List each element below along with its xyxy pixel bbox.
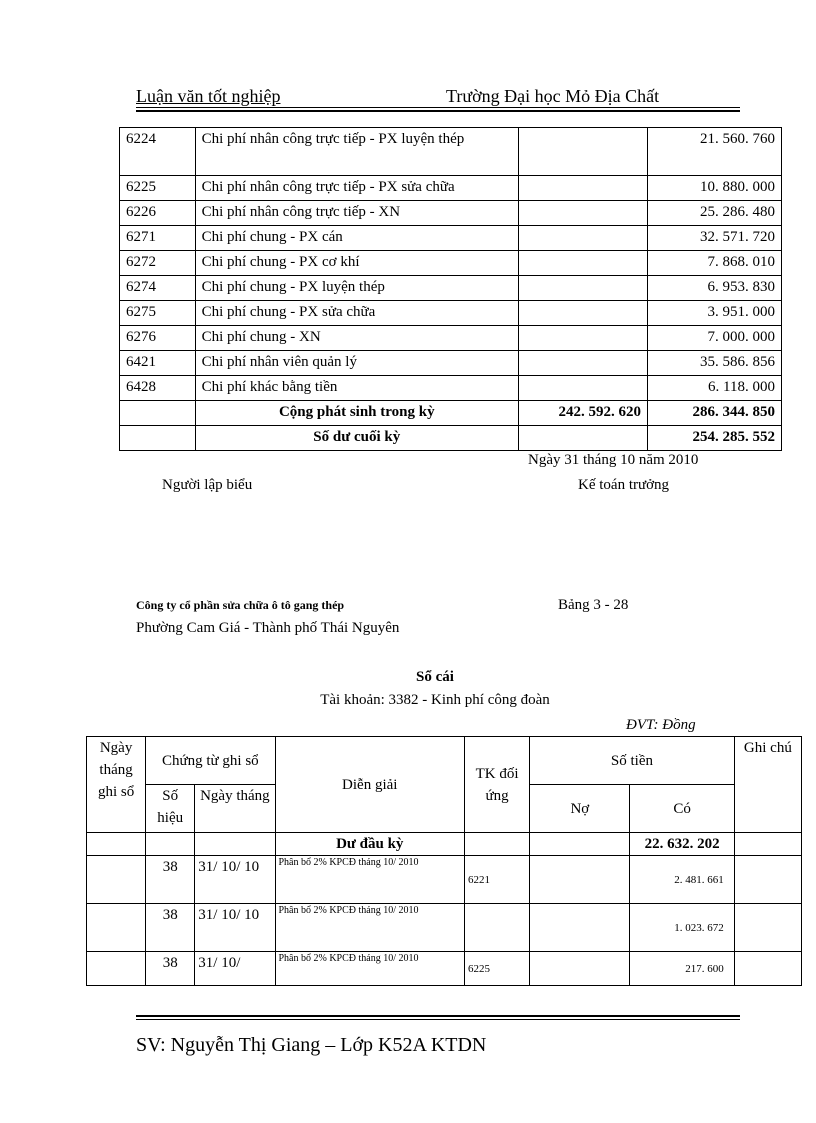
credit-amount: 2. 481. 661 bbox=[630, 856, 734, 904]
header-divider-thick bbox=[136, 110, 740, 112]
total-credit: 286. 344. 850 bbox=[647, 401, 781, 426]
table-row bbox=[120, 351, 782, 376]
company-name: Công ty cổ phần sửa chữa ô tô gang thép bbox=[136, 598, 345, 612]
table-row bbox=[120, 176, 782, 201]
table-row bbox=[87, 904, 802, 952]
credit-amount: 7. 868. 010 bbox=[647, 251, 781, 276]
account-code: 6276 bbox=[120, 326, 196, 351]
entry-description: Phân bổ 2% KPCĐ tháng 10/ 2010 bbox=[275, 952, 465, 986]
table-row bbox=[120, 251, 782, 276]
col-header-description: Diễn giải bbox=[275, 737, 465, 833]
empty-cell bbox=[120, 426, 196, 451]
header-divider bbox=[136, 107, 740, 108]
empty-cell bbox=[87, 904, 146, 952]
account-description: Chi phí nhân công trực tiếp - PX sửa chữa bbox=[195, 176, 518, 201]
table-row bbox=[120, 226, 782, 251]
chief-accountant-label: Kế toán trưởng bbox=[578, 477, 670, 493]
debit-amount bbox=[519, 351, 648, 376]
voucher-date: 31/ 10/ 10 bbox=[195, 904, 275, 952]
empty-cell bbox=[87, 833, 146, 856]
debit-amount bbox=[519, 226, 648, 251]
debit-amount bbox=[519, 176, 648, 201]
voucher-number: 38 bbox=[146, 856, 195, 904]
account-code: 6224 bbox=[120, 128, 196, 176]
credit-amount: 3. 951. 000 bbox=[647, 301, 781, 326]
table-row bbox=[120, 276, 782, 301]
debit-amount bbox=[530, 904, 630, 952]
credit-amount: 7. 000. 000 bbox=[647, 326, 781, 351]
total-label: Cộng phát sinh trong kỳ bbox=[195, 401, 518, 426]
voucher-date: 31/ 10/ bbox=[195, 952, 275, 986]
credit-amount: 32. 571. 720 bbox=[647, 226, 781, 251]
contra-account bbox=[465, 904, 530, 952]
ending-balance-row bbox=[120, 426, 782, 451]
ledger-title: Sổ cái bbox=[416, 669, 454, 685]
empty-cell bbox=[195, 833, 275, 856]
entry-description: Phân bổ 2% KPCĐ tháng 10/ 2010 bbox=[275, 856, 465, 904]
account-description: Chi phí khác bằng tiền bbox=[195, 376, 518, 401]
debit-amount bbox=[519, 201, 648, 226]
contra-account: 6225 bbox=[465, 952, 530, 986]
table-row bbox=[87, 856, 802, 904]
general-ledger-table bbox=[86, 736, 802, 986]
table-row bbox=[87, 952, 802, 986]
col-header-voucher-date: Ngày tháng bbox=[195, 785, 275, 833]
account-description: Chi phí nhân công trực tiếp - XN bbox=[195, 201, 518, 226]
credit-amount: 21. 560. 760 bbox=[647, 128, 781, 176]
credit-amount: 35. 586. 856 bbox=[647, 351, 781, 376]
credit-amount: 6. 118. 000 bbox=[647, 376, 781, 401]
account-code: 6274 bbox=[120, 276, 196, 301]
header-thesis-label: Luận văn tốt nghiệp bbox=[136, 86, 281, 106]
empty-cell bbox=[87, 856, 146, 904]
footer-student-info: SV: Nguyễn Thị Giang – Lớp K52A KTDN bbox=[136, 1034, 487, 1056]
account-code: 6275 bbox=[120, 301, 196, 326]
voucher-number: 38 bbox=[146, 952, 195, 986]
ending-balance-credit: 254. 285. 552 bbox=[647, 426, 781, 451]
total-debit: 242. 592. 620 bbox=[519, 401, 648, 426]
voucher-number: 38 bbox=[146, 904, 195, 952]
ledger-continuation-table bbox=[119, 127, 782, 451]
empty-cell bbox=[519, 426, 648, 451]
col-header-debit: Nợ bbox=[530, 785, 630, 833]
account-code: 6226 bbox=[120, 201, 196, 226]
credit-amount: 25. 286. 480 bbox=[647, 201, 781, 226]
account-code: 6428 bbox=[120, 376, 196, 401]
ledger-account: Tài khoản: 3382 - Kinh phí công đoàn bbox=[320, 692, 550, 708]
debit-amount bbox=[530, 952, 630, 986]
table-row bbox=[120, 326, 782, 351]
credit-amount: 1. 023. 672 bbox=[630, 904, 734, 952]
account-code: 6271 bbox=[120, 226, 196, 251]
total-row bbox=[120, 401, 782, 426]
table-row bbox=[120, 301, 782, 326]
voucher-date: 31/ 10/ 10 bbox=[195, 856, 275, 904]
col-header-contra-account: TK đối ứng bbox=[465, 737, 530, 833]
account-description: Chi phí chung - XN bbox=[195, 326, 518, 351]
credit-amount: 10. 880. 000 bbox=[647, 176, 781, 201]
account-description: Chi phí nhân công trực tiếp - PX luyện thép bbox=[195, 128, 518, 176]
footer-divider bbox=[136, 1019, 740, 1020]
debit-amount bbox=[530, 856, 630, 904]
table-number: Bảng 3 - 28 bbox=[558, 597, 629, 613]
table-row bbox=[120, 128, 782, 176]
debit-amount bbox=[519, 251, 648, 276]
debit-amount bbox=[519, 326, 648, 351]
credit-amount: 217. 600 bbox=[630, 952, 734, 986]
debit-amount bbox=[519, 376, 648, 401]
account-code: 6272 bbox=[120, 251, 196, 276]
empty-cell bbox=[734, 833, 801, 856]
preparer-label: Người lập biểu bbox=[162, 477, 253, 493]
opening-balance-credit: 22. 632. 202 bbox=[630, 833, 734, 856]
col-header-voucher: Chứng từ ghi sổ bbox=[146, 737, 275, 785]
opening-balance-label: Dư đầu kỳ bbox=[275, 833, 465, 856]
table-row bbox=[120, 376, 782, 401]
opening-balance-row bbox=[87, 833, 802, 856]
empty-cell bbox=[465, 833, 530, 856]
debit-amount bbox=[519, 301, 648, 326]
col-header-date: Ngày tháng ghi sổ bbox=[87, 737, 146, 833]
debit-amount bbox=[519, 276, 648, 301]
footer-divider-thick bbox=[136, 1015, 740, 1017]
ending-balance-label: Số dư cuối kỳ bbox=[195, 426, 518, 451]
table-row bbox=[120, 201, 782, 226]
empty-cell bbox=[87, 952, 146, 986]
header-university: Trường Đại học Mỏ Địa Chất bbox=[446, 86, 660, 106]
account-description: Chi phí nhân viên quản lý bbox=[195, 351, 518, 376]
account-description: Chi phí chung - PX luyện thép bbox=[195, 276, 518, 301]
empty-cell bbox=[146, 833, 195, 856]
note-cell bbox=[734, 952, 801, 986]
col-header-note: Ghi chú bbox=[734, 737, 801, 833]
contra-account: 6221 bbox=[465, 856, 530, 904]
note-cell bbox=[734, 856, 801, 904]
col-header-voucher-no: Số hiệu bbox=[146, 785, 195, 833]
account-code: 6421 bbox=[120, 351, 196, 376]
empty-cell bbox=[530, 833, 630, 856]
debit-amount bbox=[519, 128, 648, 176]
account-description: Chi phí chung - PX sửa chữa bbox=[195, 301, 518, 326]
company-address: Phường Cam Giá - Thành phố Thái Nguyên bbox=[136, 620, 400, 636]
account-description: Chi phí chung - PX cán bbox=[195, 226, 518, 251]
account-code: 6225 bbox=[120, 176, 196, 201]
signature-date: Ngày 31 tháng 10 năm 2010 bbox=[528, 452, 699, 468]
account-description: Chi phí chung - PX cơ khí bbox=[195, 251, 518, 276]
credit-amount: 6. 953. 830 bbox=[647, 276, 781, 301]
empty-cell bbox=[120, 401, 196, 426]
currency-unit: ĐVT: Đồng bbox=[626, 717, 696, 733]
col-header-credit: Có bbox=[630, 785, 734, 833]
col-header-amount: Số tiền bbox=[530, 737, 735, 785]
header-row bbox=[87, 737, 802, 785]
note-cell bbox=[734, 904, 801, 952]
entry-description: Phân bổ 2% KPCĐ tháng 10/ 2010 bbox=[275, 904, 465, 952]
